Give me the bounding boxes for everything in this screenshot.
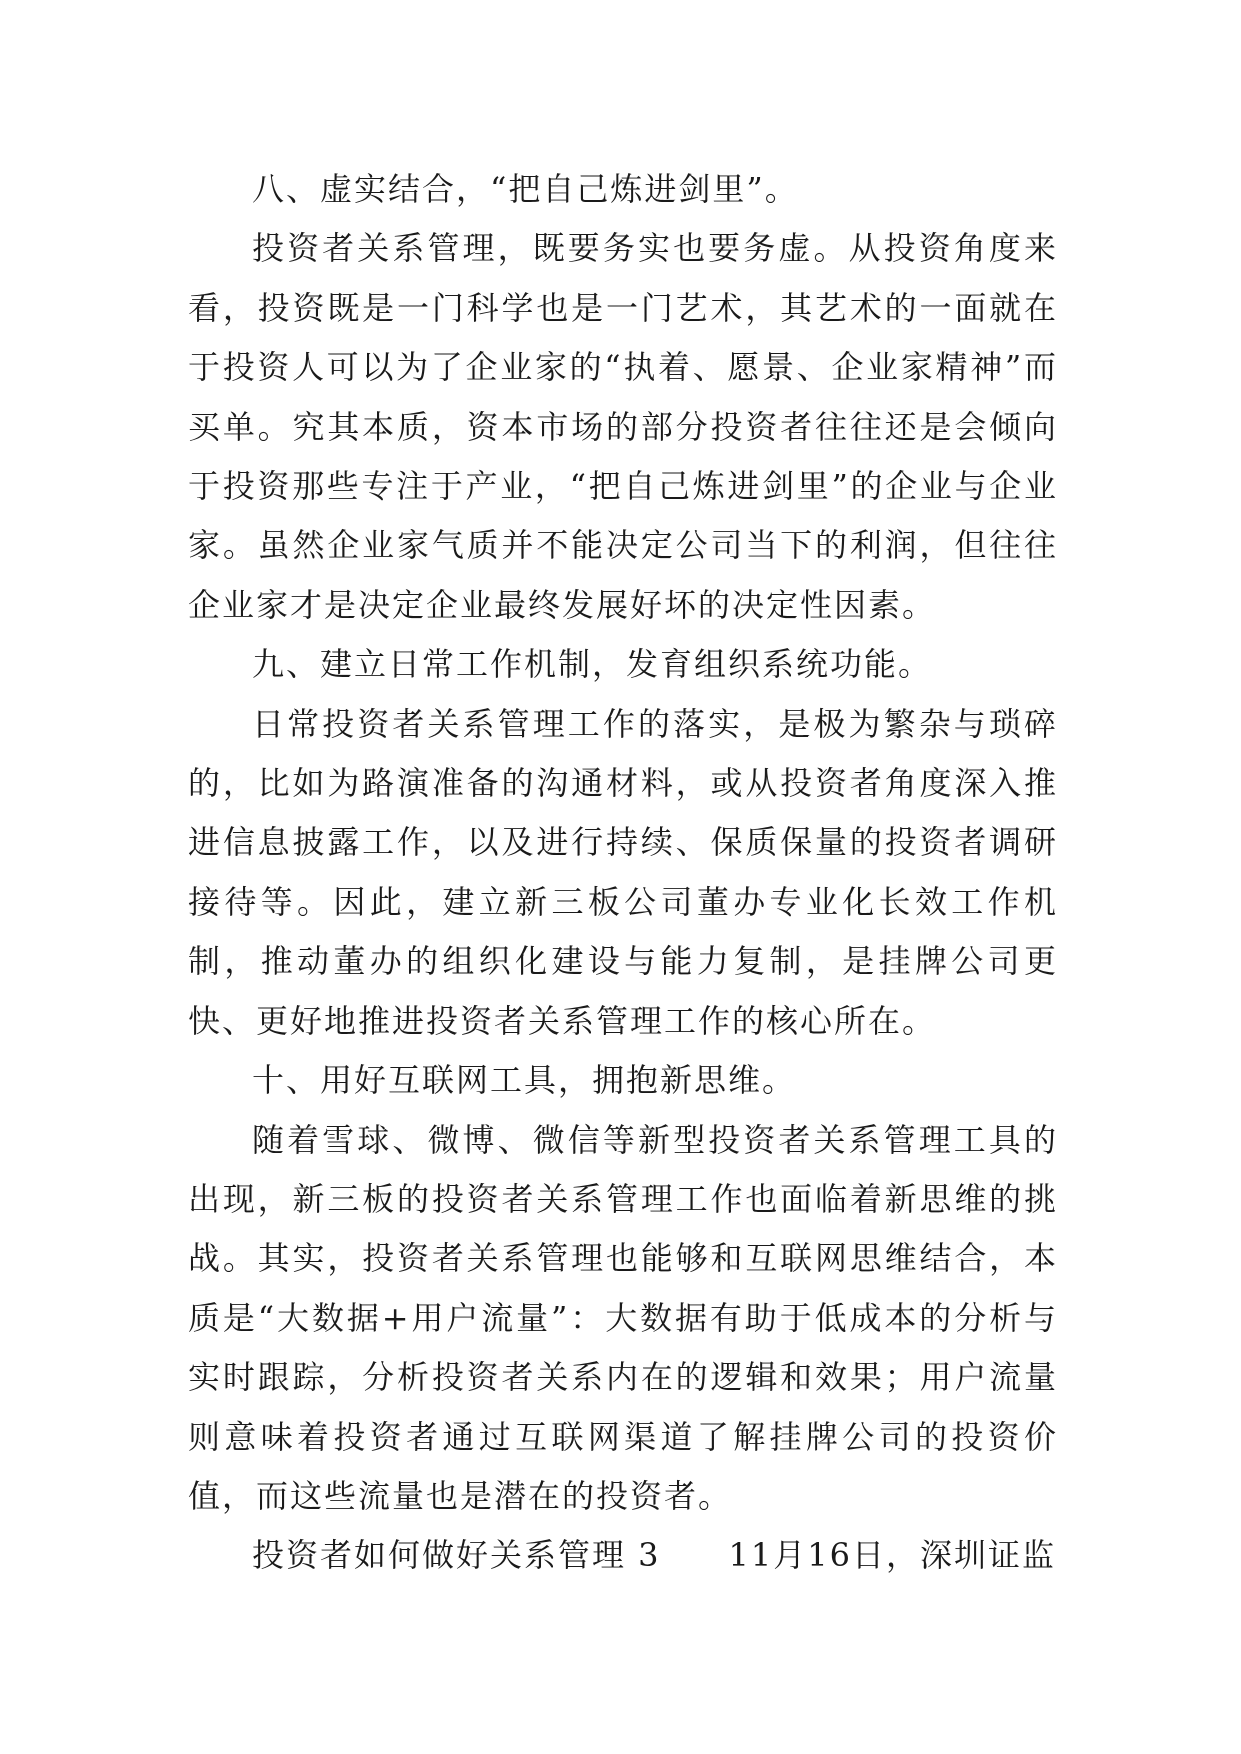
paragraph: 日常投资者关系管理工作的落实，是极为繁杂与琐碎的，比如为路演准备的沟通材料，或从投资者角度深入推进信息披露工作，以及进行持续、保质保量的投资者调研接待等。因此，建立新三板公司董办专业化长效工作机制，推动董办的组织化建设与能力复制，是挂牌公司更快、更好地推进投资者关系管理工作的核心所在。 xyxy=(188,704,1058,1040)
document-body xyxy=(188,160,1058,1586)
paragraph: 投资者如何做好关系管理 3 11月16日，深圳证监 xyxy=(252,1536,1056,1575)
section-heading-10: 十、用好互联网工具，拥抱新思维。 xyxy=(252,1061,797,1100)
section-heading-9: 九、建立日常工作机制，发育组织系统功能。 xyxy=(252,645,933,684)
section-heading-8: 八、虚实结合，“把自己炼进剑里”。 xyxy=(252,170,799,208)
paragraph: 随着雪球、微博、微信等新型投资者关系管理工具的出现，新三板的投资者关系管理工作也面临着新思维的挑战。其实，投资者关系管理也能够和互联网思维结合，本质是“大数据+用户流量”：大数据有助于低成本的分析与实时跟踪，分析投资者关系内在的逻辑和效果；用户流量则意味着投资者通过互联网渠道了解挂牌公司的投资价值，而这些流量也是潜在的投资者。 xyxy=(188,1120,1058,1515)
paragraph: 投资者关系管理，既要务实也要务虚。从投资角度来看，投资既是一门科学也是一门艺术，其艺术的一面就在于投资人可以为了企业家的“执着、愿景、企业家精神”而买单。究其本质，资本市场的部分投资者往往还是会倾向于投资那些专注于产业，“把自己炼进剑里”的企业与企业家。虽然企业家气质并不能决定公司当下的利润，但往往企业家才是决定企业最终发展好坏的决定性因素。 xyxy=(188,229,1058,624)
